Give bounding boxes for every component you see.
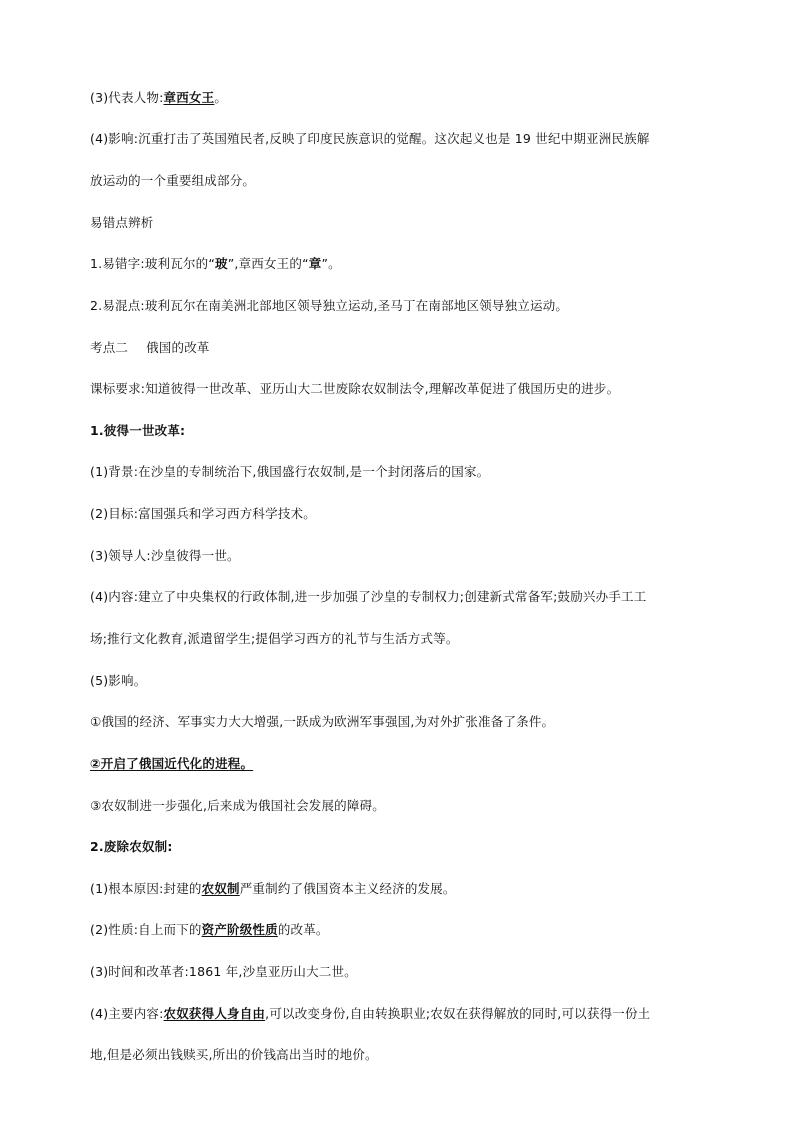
subsection-heading: 2.废除农奴制: — [90, 839, 173, 854]
emphasis-line: ②开启了俄国近代化的进程。 — [90, 756, 254, 771]
subsection-heading: 1.彼得一世改革: — [90, 423, 186, 438]
section-heading: 考点二 俄国的改革 — [90, 340, 210, 355]
text-line: ①俄国的经济、军事实力大大增强,一跃成为欧洲军事强国,为对外扩张准备了条件。 — [90, 714, 555, 729]
text-line: (3)时间和改革者:1861 年,沙皇亚历山大二世。 — [90, 964, 357, 979]
text-line: (2)目标:富国强兵和学习西方科学技术。 — [90, 506, 316, 521]
emphasis-text: 章 — [308, 256, 322, 271]
text-line: (4)内容:建立了中央集权的行政体制,进一步加强了沙皇的专制权力;创建新式常备军;鼓励兴办手工工 — [90, 589, 647, 604]
emphasis-text: 农奴制 — [201, 881, 240, 896]
emphasis-text: 玻 — [215, 256, 228, 271]
text-line: 2.易混点:玻利瓦尔在南美洲北部地区领导独立运动,圣马丁在南部地区领导独立运动。 — [90, 298, 569, 313]
text-line: ③农奴制进一步强化,后来成为俄国社会发展的障碍。 — [90, 798, 385, 813]
text-line: (3)代表人物:章西女王。 — [90, 90, 228, 105]
text-line: 1.易错字:玻利瓦尔的“玻”,章西女王的“章”。 — [90, 256, 341, 271]
text-line: (4)主要内容:农奴获得人身自由,可以改变身份,自由转换职业;农奴在获得解放的同时,可以获得一份土 — [90, 1006, 651, 1021]
text-line: (5)影响。 — [90, 673, 147, 688]
text-line: 放运动的一个重要组成部分。 — [90, 173, 256, 188]
text-line: (1)背景:在沙皇的专制统治下,俄国盛行农奴制,是一个封闭落后的国家。 — [90, 464, 490, 479]
text-line: 地,但是必须出钱赎买,所出的价钱高出当时的地价。 — [90, 1047, 378, 1062]
emphasis-text: 资产阶级性质 — [201, 922, 278, 937]
text-line: 场;推行文化教育,派遣留学生;提倡学习西方的礼节与生活方式等。 — [90, 631, 459, 646]
text-line: (2)性质:自上而下的资产阶级性质的改革。 — [90, 922, 329, 937]
text-line: (3)领导人:沙皇彼得一世。 — [90, 548, 240, 563]
text-line: (4)影响:沉重打击了英国殖民者,反映了印度民族意识的觉醒。这次起义也是 19 世纪中期亚洲民族解 — [90, 131, 650, 146]
emphasis-text: 农奴获得人身自由 — [163, 1006, 266, 1021]
section-heading: 易错点辨析 — [90, 215, 154, 230]
text-line: (1)根本原因:封建的农奴制严重制约了俄国资本主义经济的发展。 — [90, 881, 456, 896]
emphasis-text: 章西女王 — [163, 90, 215, 105]
text-line: 课标要求:知道彼得一世改革、亚历山大二世废除农奴制法令,理解改革促进了俄国历史的进步。 — [90, 381, 620, 396]
